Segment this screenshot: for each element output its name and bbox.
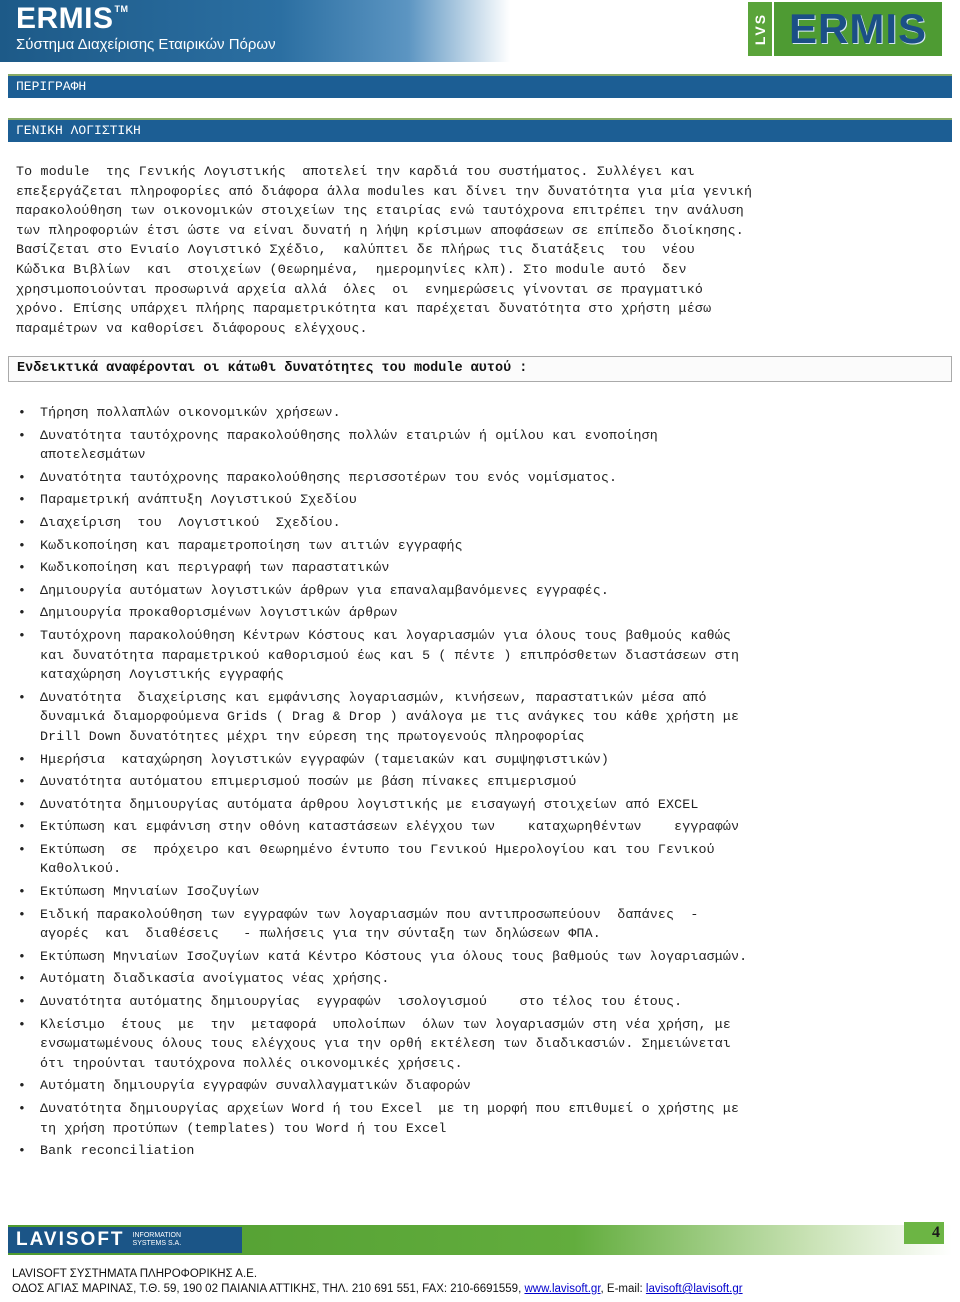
logo-main-text: ERMIS — [788, 5, 927, 52]
feature-item — [16, 688, 936, 747]
bullet-icon: • — [18, 971, 26, 987]
feature-line: και δυνατότητα παραμετρικού καθορισμού έως και 5 ( πέντε ) επιπρόσθετων διαστάσεων στη — [40, 647, 740, 663]
email-link[interactable]: lavisoft@lavisoft.gr — [645, 1283, 743, 1295]
feature-line: Διαχείριση του Λογιστικού Σχεδίου. — [40, 514, 341, 530]
section-description: ΠΕΡΙΓΡΑΦΗ — [8, 76, 952, 98]
ermis-logo — [748, 2, 942, 56]
feature-item — [16, 817, 936, 837]
feature-item — [16, 403, 936, 423]
lavisoft-logo-text: LAVISOFT — [16, 1229, 125, 1250]
feature-line: Δημιουργία αυτόματων λογιστικών άρθρων για επαναλαμβανόμενες εγγραφές. — [40, 582, 610, 598]
footer-company: LAVISOFT ΣΥΣΤΗΜΑΤΑ ΠΛΗΡΟΦΟΡΙΚΗΣ Α.Ε. — [12, 1268, 258, 1280]
feature-line: Εκτύπωση Μηνιαίων Ισοζυγίων κατά Κέντρο Κόστους για όλους τους βαθμούς των λογαριασμών. — [40, 948, 748, 964]
feature-item — [16, 581, 936, 601]
feature-item — [16, 536, 936, 556]
feature-line: δυναμικά διαμορφούμενα Grids ( Drag & Drop ) ανάλογα με τις ανάγκες του κάθε χρήστη με — [40, 709, 740, 725]
feature-item — [16, 603, 936, 623]
feature-line: Κωδικοποίηση και περιγραφή των παραστατικών — [40, 560, 390, 576]
bullet-icon: • — [18, 689, 26, 705]
features-callout: Ενδεικτικά αναφέρονται οι κάτωθι δυνατότητες του module αυτού : — [8, 356, 952, 382]
footer-address: ΟΔΟΣ ΑΓΙΑΣ ΜΑΡΙΝΑΣ, Τ.Θ. 59, 190 02 ΠΑΙΑΝΙΑ ΑΤΤΙΚΗΣ, ΤΗΛ. 210 691 551, FAX: 210-6691559, — [12, 1283, 525, 1295]
feature-line: Ταυτόχρονη παρακολούθηση Κέντρων Κόστους και λογαριασμών για όλους τους βαθμούς καθώς — [40, 627, 732, 643]
feature-line: Δημιουργία προκαθορισμένων λογιστικών άρθρων — [40, 605, 398, 621]
trademark: TM — [114, 4, 129, 14]
bullet-icon: • — [18, 906, 26, 922]
feature-line: Δυνατότητα ταυτόχρονης παρακολούθησης περισσοτέρων του ενός νομίσματος. — [40, 469, 618, 485]
feature-line: αγορές και διαθέσεις - πωλήσεις για την σύνταξη των δηλώσεων ΦΠΑ. — [40, 926, 601, 942]
logo-lvs-text: LVS — [752, 12, 769, 46]
bullet-icon: • — [18, 1016, 26, 1032]
intro-paragraph — [16, 162, 946, 338]
feature-item — [16, 947, 936, 967]
feature-line: Δυνατότητα δημιουργίας αυτόματα άρθρου λογιστικής με εισαγωγή στοιχείων από EXCEL — [40, 796, 699, 812]
intro-line: επεξεργάζεται πληροφορίες από διάφορα άλλα modules και δίνει την δυνατότητα για μία γενική — [16, 183, 753, 199]
feature-line: Κλείσιμο έτους με την μεταφορά υπολοίπων όλων των λογαριασμών στη νέα χρήση, με — [40, 1016, 732, 1032]
feature-line: Εκτύπωση Μηνιαίων Ισοζυγίων — [40, 884, 260, 900]
bullet-icon: • — [18, 427, 26, 443]
feature-line: Ημερήσια καταχώρηση λογιστικών εγγραφών (ταμειακών και συμψηφιστικών) — [40, 751, 610, 767]
feature-item — [16, 992, 936, 1012]
bullet-icon: • — [18, 627, 26, 643]
feature-item — [16, 468, 936, 488]
intro-line: χρόνο. Επίσης υπάρχει πλήρης παραμετρικότητα και παρέχεται δυνατότητα στο χρήστη μέσω — [16, 301, 712, 317]
feature-line: Εκτύπωση σε πρόχειρο και Θεωρημένο έντυπο του Γενικού Ημερολογίου και του Γενικού — [40, 841, 715, 857]
feature-item — [16, 1141, 936, 1161]
feature-line: Δυνατότητα αυτόματου επιμερισμού ποσών με βάση πίνακες επιμερισμού — [40, 774, 577, 790]
bullet-icon: • — [18, 796, 26, 812]
feature-line: Τήρηση πολλαπλών οικονομικών χρήσεων. — [40, 405, 341, 420]
feature-line: Κωδικοποίηση και παραμετροποίηση των αιτιών εγγραφής — [40, 537, 463, 553]
bullet-icon: • — [18, 884, 26, 900]
feature-item — [16, 1099, 936, 1138]
feature-item — [16, 772, 936, 792]
intro-line: Βασίζεται στο Ενιαίο Λογιστικό Σχέδιο, καλύπτει δε πλήρως τις διατάξεις του νέου — [16, 242, 695, 258]
bullet-icon: • — [18, 1078, 26, 1094]
feature-item — [16, 626, 936, 685]
intro-line: των πληροφοριών έτσι ώστε να είναι δυνατή η λήψη κρίσιμων αποφάσεων σε επίπεδο διοίκησης. — [16, 222, 744, 238]
logo-info-2: SYSTEMS S.A. — [132, 1240, 182, 1247]
feature-line: Καθολικού. — [40, 861, 122, 877]
feature-item — [16, 750, 936, 770]
section-general-ledger: ΓΕΝΙΚΗ ΛΟΓΙΣΤΙΚΗ — [8, 120, 952, 142]
feature-item — [16, 905, 936, 944]
feature-line: ότι τηρούνται ταυτόχρονα πολλές οικονομικές χρήσεις. — [40, 1055, 463, 1071]
feature-line: ενσωματωμένους όλους τους ελέγχους για την ορθή εκτέλεση των διαδικασιών. Σημειώνεται — [40, 1036, 732, 1052]
feature-item — [16, 795, 936, 815]
website-link[interactable]: www.lavisoft.gr — [524, 1283, 601, 1295]
page-number: 4 — [904, 1222, 944, 1244]
feature-line: Ειδική παρακολούθηση των εγγραφών των λογαριασμών που αντιπροσωπεύουν δαπάνες - — [40, 906, 699, 922]
feature-item — [16, 558, 936, 578]
feature-line: Δυνατότητα αυτόματης δημιουργίας εγγραφών ισολογισμού στο τέλος του έτους. — [40, 994, 683, 1010]
header-subtitle: Σύστημα Διαχείρισης Εταιρικών Πόρων — [16, 36, 276, 53]
feature-item — [16, 1076, 936, 1096]
feature-line: Δυνατότητα ταυτόχρονης παρακολούθησης πολλών εταιριών ή ομίλου και ενοποίηση — [40, 427, 658, 443]
intro-line: Το module της Γενικής Λογιστικής αποτελεί την καρδιά του συστήματος. Συλλέγει και — [16, 164, 695, 179]
bullet-icon: • — [18, 948, 26, 964]
feature-line: Παραμετρική ανάπτυξη Λογιστικού Σχεδίου — [40, 492, 358, 508]
bullet-icon: • — [18, 560, 26, 576]
feature-line: τη χρήση προτύπων (templates) του Word ή του Excel — [40, 1120, 447, 1136]
feature-item — [16, 882, 936, 902]
bullet-icon: • — [18, 1101, 26, 1116]
feature-line: καταχώρηση Λογιστικής εγγραφής — [40, 667, 284, 683]
bullet-icon: • — [18, 1143, 26, 1159]
bullet-icon: • — [18, 605, 26, 621]
intro-line: χρησιμοποιούνται προσωρινά αρχεία αλλά όλες οι ενημερώσεις γίνονται σε πραγματικό — [16, 281, 704, 297]
feature-item — [16, 513, 936, 533]
feature-line: αποτελεσμάτων — [40, 447, 146, 463]
footer-address-line — [12, 1283, 743, 1295]
bullet-icon: • — [18, 492, 26, 508]
feature-item — [16, 426, 936, 465]
bullet-icon: • — [18, 819, 26, 835]
lavisoft-logo — [8, 1227, 242, 1253]
intro-line: παρακολούθηση των οικονομικών στοιχείων της εταιρίας ενώ ταυτόχρονα επιτρέπει την ανάλυση — [16, 203, 744, 219]
bullet-icon: • — [18, 774, 26, 790]
bullet-icon: • — [18, 994, 26, 1010]
bullet-icon: • — [18, 537, 26, 553]
bullet-icon: • — [18, 514, 26, 530]
intro-line: παραμέτρων να καθορίσει διάφορους ελέγχους. — [16, 320, 368, 336]
feature-line: Αυτόματη δημιουργία εγγραφών συναλλαγματικών διαφορών — [40, 1078, 471, 1094]
intro-line: Κώδικα Βιβλίων και στοιχείων (Θεωρημένα, ημερομηνίες κλπ). Στο module αυτό δεν — [16, 261, 687, 277]
feature-item — [16, 969, 936, 989]
bullet-icon: • — [18, 582, 26, 598]
header-banner — [0, 0, 510, 62]
feature-line: Δυνατότητα διαχείρισης και εμφάνισης λογαριασμών, κινήσεων, παραστατικών μέσα από — [40, 689, 707, 705]
bullet-icon: • — [18, 751, 26, 767]
bullet-icon: • — [18, 469, 26, 485]
feature-item — [16, 490, 936, 510]
feature-line: Αυτόματη διαδικασία ανοίγματος νέας χρήσης. — [40, 971, 390, 987]
feature-item — [16, 840, 936, 879]
feature-line: Εκτύπωση και εμφάνιση στην οθόνη καταστάσεων ελέγχου των καταχωρηθέντων εγγραφών — [40, 819, 740, 835]
features-list — [16, 403, 936, 1164]
feature-line: Bank reconciliation — [40, 1143, 195, 1159]
feature-line: Drill Down δυνατότητες μέχρι την εύρεση της πρωτογενούς πληροφορίας — [40, 728, 585, 744]
logo-info-1: INFORMATION — [132, 1232, 182, 1239]
bullet-icon: • — [18, 405, 26, 420]
bullet-icon: • — [18, 841, 26, 857]
feature-item — [16, 1015, 936, 1074]
email-label: , E-mail: — [600, 1283, 646, 1295]
header-title: ERMIS™ — [16, 2, 129, 35]
feature-line: Δυνατότητα δημιουργίας αρχείων Word ή του Excel με τη μορφή που επιθυμεί ο χρήστης με — [40, 1101, 740, 1116]
